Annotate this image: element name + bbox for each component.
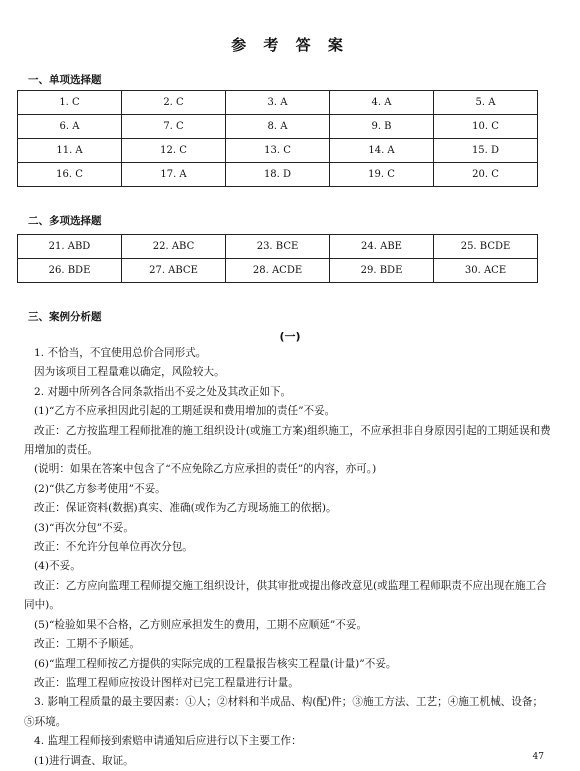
answer-cell: 21. ABD: [18, 235, 122, 259]
answer-cell: 22. ABC: [122, 235, 226, 259]
multiple-choice-table: [17, 234, 538, 283]
answer-cell: 8. A: [226, 115, 330, 139]
answer-line: 改正：监理工程师应按设计图样对已完工程量进行计量。: [34, 676, 299, 689]
answer-line: (2)“供乙方参考使用”不妥。: [34, 482, 166, 495]
answer-cell: 16. C: [18, 163, 122, 187]
answer-line: 改正：工期不予顺延。: [34, 638, 140, 651]
answer-cell: 28. ACDE: [226, 259, 330, 283]
answer-cell: 10. C: [434, 115, 538, 139]
section3-heading: 三、案例分析题: [28, 311, 102, 323]
answer-line: (6)“监理工程师按乙方提供的实际完成的工程量报告核实工程量(计量)”不妥。: [34, 657, 397, 670]
page-title: 参 考 答 案: [231, 36, 349, 54]
table-row: [18, 259, 538, 283]
answer-line: 4. 监理工程师接到索赔申请通知后应进行以下主要工作：: [34, 735, 302, 748]
answer-line: (说明：如果在答案中包含了“不应免除乙方应承担的责任”的内容，亦可。): [34, 463, 377, 476]
answer-line: 改正：乙方应向监理工程师提交施工组织设计，供其审批或提出修改意见(或监理工程师职责不应出现在施工合同中)。: [24, 579, 547, 612]
case-subheading: (一): [279, 330, 301, 343]
answer-line: (3)“再次分包”不妥。: [34, 521, 134, 534]
page-number: 47: [532, 752, 544, 762]
answer-cell: 26. BDE: [18, 259, 122, 283]
answer-cell: 5. A: [434, 91, 538, 115]
answer-line: 改正：保证资料(数据)真实、准确(或作为乙方现场施工的依据)。: [34, 502, 337, 515]
answer-line: (5)“检验如果不合格，乙方则应承担发生的费用，工期不应顺延”不妥。: [34, 618, 368, 631]
answer-cell: 14. A: [330, 139, 434, 163]
single-choice-table: [17, 90, 538, 187]
answer-cell: 18. D: [226, 163, 330, 187]
answer-cell: 13. C: [226, 139, 330, 163]
answer-cell: 1. C: [18, 91, 122, 115]
answer-cell: 4. A: [330, 91, 434, 115]
answer-cell: 11. A: [18, 139, 122, 163]
answer-line: 3. 影响工程质量的最主要因素：①人；②材料和半成品、构(配)件；③施工方法、工艺；④施工机械、设备；⑤环境。: [24, 696, 544, 728]
table-row: [18, 235, 538, 259]
answer-cell: 29. BDE: [330, 259, 434, 283]
table-row: [18, 163, 538, 187]
table-row: [18, 139, 538, 163]
answer-line: (1)进行调查、取证。: [34, 754, 134, 767]
answer-line: 1. 不恰当，不宜使用总价合同形式。: [34, 347, 207, 359]
answer-line: 因为该项目工程量难以确定，风险较大。: [34, 366, 225, 379]
answer-cell: 12. C: [122, 139, 226, 163]
answer-line: 2. 对题中所列各合同条款指出不妥之处及其改正如下。: [34, 385, 292, 398]
table-row: [18, 115, 538, 139]
answer-cell: 9. B: [330, 115, 434, 139]
answer-line: 改正：不允许分包单位再次分包。: [34, 541, 193, 554]
table-row: [18, 91, 538, 115]
answer-cell: 15. D: [434, 139, 538, 163]
answer-cell: 30. ACE: [434, 259, 538, 283]
answer-cell: 2. C: [122, 91, 226, 115]
answer-cell: 20. C: [434, 163, 538, 187]
answer-cell: 6. A: [18, 115, 122, 139]
section1-heading: 一、单项选择题: [28, 74, 102, 86]
case-answer-body: [24, 344, 551, 771]
answer-cell: 24. ABE: [330, 235, 434, 259]
answer-line: (1)“乙方不应承担因此引起的工期延误和费用增加的责任”不妥。: [34, 405, 336, 418]
answer-cell: 23. BCE: [226, 235, 330, 259]
answer-cell: 27. ABCE: [122, 259, 226, 283]
answer-cell: 3. A: [226, 91, 330, 115]
answer-cell: 19. C: [330, 163, 434, 187]
section2-heading: 二、多项选择题: [28, 215, 102, 227]
answer-cell: 7. C: [122, 115, 226, 139]
answer-cell: 17. A: [122, 163, 226, 187]
answer-line: 改正：乙方按监理工程师批准的施工组织设计(或施工方案)组织施工，不应承担非自身原因引起的工期延误和费用增加的责任。: [24, 424, 551, 457]
answer-line: (4)不妥。: [34, 560, 81, 573]
answer-cell: 25. BCDE: [434, 235, 538, 259]
